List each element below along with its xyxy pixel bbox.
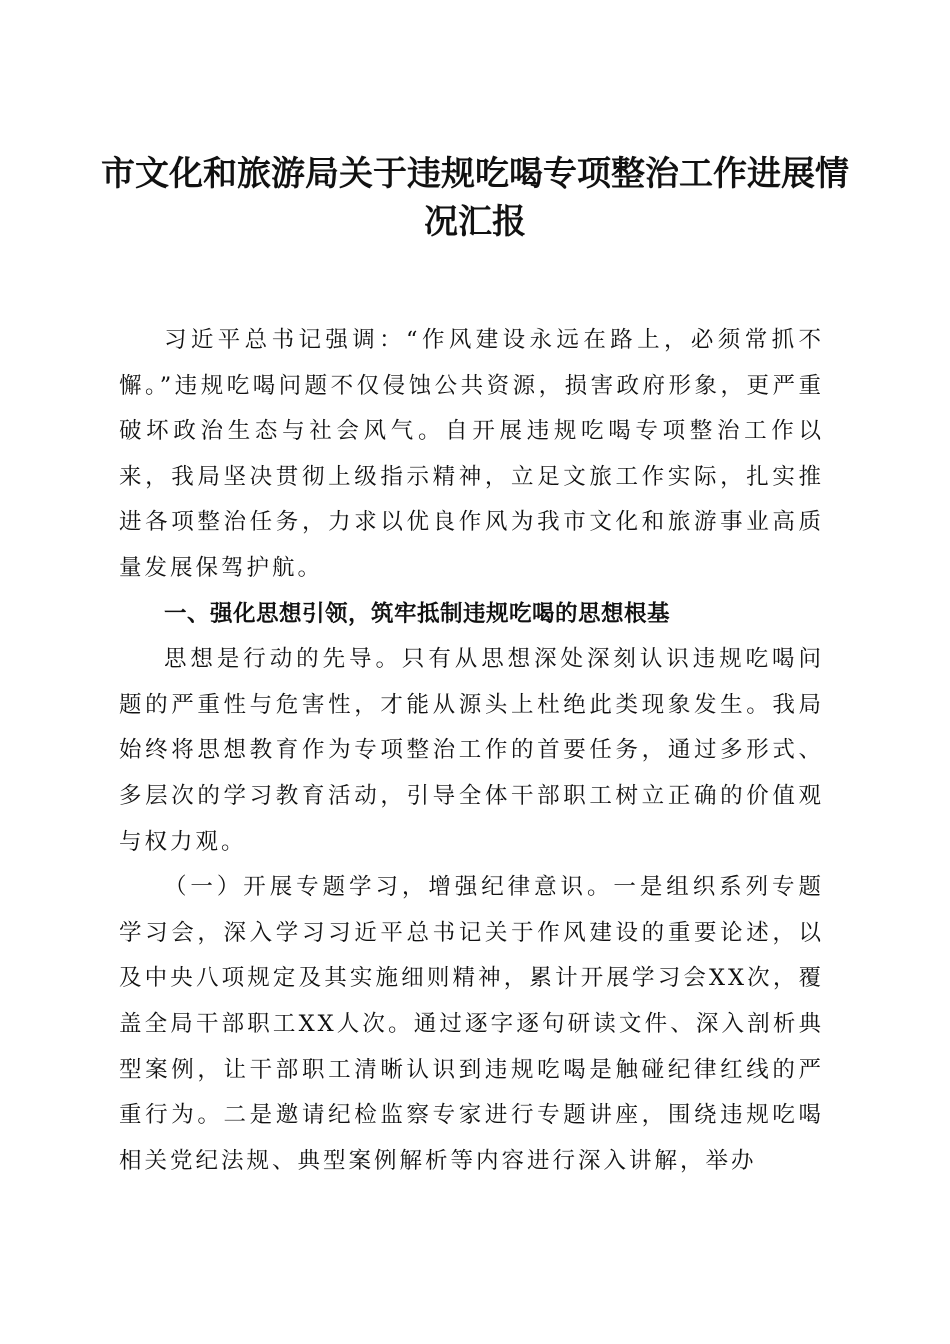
- document-body: [119, 318, 824, 1184]
- document-title: 市文化和旅游局关于违规吃喝专项整治工作进展情况汇报: [101, 154, 849, 242]
- intro-paragraph: 习近平总书记强调：“作风建设永远在路上，必须常抓不懈。”违规吃喝问题不仅侵蚀公共资源，损害政府形象，更严重破坏政治生态与社会风气。自开展违规吃喝专项整治工作以来，我局坚决贯彻上级指示精神，立足文旅工作实际，扎实推进各项整治任务，力求以优良作风为我市文化和旅游事业高质量发展保驾护航。: [119, 327, 824, 581]
- subsection-1-text: 一是组织系列专题学习会，深入学习习近平总书记关于作风建设的重要论述，以及中央八项规定及其实施细则精神，累计开展学习会XX次，覆盖全局干部职工XX人次。通过逐字逐句研读文件、深入剖析典型案例，让干部职工清晰认识到违规吃喝是触碰纪律红线的严重行为。二是邀请纪检监察专家进行专题讲座，围绕违规吃喝相关党纪法规、典型案例解析等内容进行深入讲解，举办: [119, 874, 824, 1174]
- subsection-1-lead: （一）开展专题学习，增强纪律意识。: [164, 874, 614, 901]
- section-heading-1: 一、强化思想引领，筑牢抵制违规吃喝的思想根基: [164, 600, 671, 627]
- section-1-paragraph: 思想是行动的先导。只有从思想深处深刻认识违规吃喝问题的严重性与危害性，才能从源头上杜绝此类现象发生。我局始终将思想教育作为专项整治工作的首要任务，通过多形式、多层次的学习教育活动，引导全体干部职工树立正确的价值观与权力观。: [119, 646, 824, 855]
- subsection-1-paragraph: [119, 865, 824, 1184]
